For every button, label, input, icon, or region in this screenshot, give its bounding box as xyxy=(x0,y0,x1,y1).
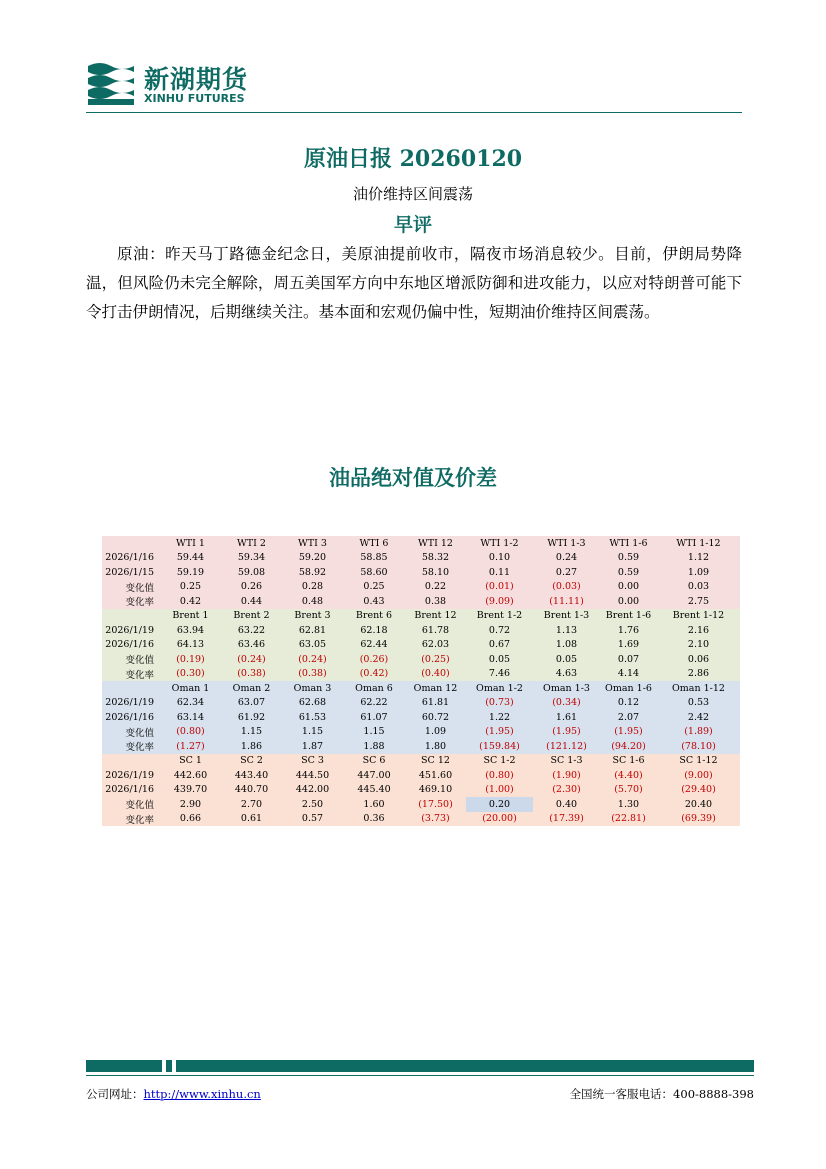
table-row xyxy=(102,710,740,725)
value-cell: 1.08 xyxy=(533,638,600,653)
column-header-cell: Brent 1 xyxy=(160,609,221,624)
value-cell: 63.05 xyxy=(282,638,343,653)
table-row xyxy=(102,580,740,595)
value-cell: (29.40) xyxy=(657,783,740,798)
column-header-cell: WTI 1 xyxy=(160,536,221,551)
value-cell: 2.70 xyxy=(221,797,282,812)
value-cell: (0.34) xyxy=(533,696,600,711)
value-cell: 1.87 xyxy=(282,739,343,754)
footer-website xyxy=(86,1086,261,1102)
value-cell: (5.70) xyxy=(600,783,657,798)
value-cell: 7.46 xyxy=(466,667,533,682)
value-cell: 1.15 xyxy=(343,725,405,740)
value-cell: (1.90) xyxy=(533,768,600,783)
value-cell: (9.00) xyxy=(657,768,740,783)
table-row xyxy=(102,812,740,827)
table-row xyxy=(102,623,740,638)
value-cell: 63.94 xyxy=(160,623,221,638)
value-cell: (0.19) xyxy=(160,652,221,667)
value-cell: 0.48 xyxy=(282,594,343,609)
row-label-cell: 2026/1/15 xyxy=(102,565,160,580)
table-row xyxy=(102,667,740,682)
website-link[interactable]: http://www.xinhu.cn xyxy=(143,1087,261,1101)
value-cell: 0.25 xyxy=(160,580,221,595)
value-cell: 0.59 xyxy=(600,551,657,566)
value-cell: 0.40 xyxy=(533,797,600,812)
value-cell: 0.12 xyxy=(600,696,657,711)
row-label-cell: 变化率 xyxy=(102,667,160,682)
commentary-paragraph: 原油：昨天马丁路德金纪念日，美原油提前收市，隔夜市场消息较少。目前，伊朗局势降温，但风险仍未完全解除，周五美国军方向中东地区增派防御和进攻能力，以应对特朗普可能下令打击伊朗情况，后期继续关注。基本面和宏观仍偏中性，短期油价维持区间震荡。 xyxy=(86,245,742,321)
value-cell: 0.66 xyxy=(160,812,221,827)
value-cell: (1.95) xyxy=(600,725,657,740)
column-header-cell: WTI 1-6 xyxy=(600,536,657,551)
value-cell: (1.89) xyxy=(657,725,740,740)
column-header-cell: Oman 1-6 xyxy=(600,681,657,696)
column-header-cell: Oman 2 xyxy=(221,681,282,696)
value-cell: 62.22 xyxy=(343,696,405,711)
value-cell: 0.10 xyxy=(466,551,533,566)
report-subtitle: 油价维持区间震荡 xyxy=(352,185,473,203)
value-cell: 62.68 xyxy=(282,696,343,711)
xinhu-wave-logo-icon xyxy=(86,58,136,106)
value-cell: (121.12) xyxy=(533,739,600,754)
value-cell: 2.16 xyxy=(657,623,740,638)
value-cell: 61.78 xyxy=(405,623,466,638)
value-cell: 58.92 xyxy=(282,565,343,580)
value-cell: 447.00 xyxy=(343,768,405,783)
row-label-cell: 2026/1/16 xyxy=(102,551,160,566)
value-cell: 63.46 xyxy=(221,638,282,653)
table-row xyxy=(102,725,740,740)
row-label-cell: 变化值 xyxy=(102,797,160,812)
value-cell: 469.10 xyxy=(405,783,466,798)
value-cell: 4.63 xyxy=(533,667,600,682)
row-label-cell: 变化率 xyxy=(102,739,160,754)
column-header-cell: Oman 1 xyxy=(160,681,221,696)
value-cell: 0.24 xyxy=(533,551,600,566)
value-cell: (1.95) xyxy=(533,725,600,740)
value-cell: 439.70 xyxy=(160,783,221,798)
column-header-cell: Oman 3 xyxy=(282,681,343,696)
value-cell: (94.20) xyxy=(600,739,657,754)
value-cell: (0.03) xyxy=(533,580,600,595)
value-cell: 1.88 xyxy=(343,739,405,754)
value-cell: 58.60 xyxy=(343,565,405,580)
footer-bar xyxy=(86,1060,754,1072)
value-cell: (9.09) xyxy=(466,594,533,609)
value-cell: (159.84) xyxy=(466,739,533,754)
value-cell: 59.19 xyxy=(160,565,221,580)
value-cell: 59.20 xyxy=(282,551,343,566)
value-cell: 0.38 xyxy=(405,594,466,609)
value-cell: (0.26) xyxy=(343,652,405,667)
value-cell: 0.27 xyxy=(533,565,600,580)
value-cell: 0.36 xyxy=(343,812,405,827)
value-cell: 2.10 xyxy=(657,638,740,653)
value-cell: 1.09 xyxy=(657,565,740,580)
value-cell: 64.13 xyxy=(160,638,221,653)
row-label-cell: 变化值 xyxy=(102,652,160,667)
value-cell: 0.28 xyxy=(282,580,343,595)
value-cell: (0.30) xyxy=(160,667,221,682)
table-row xyxy=(102,594,740,609)
value-cell: 0.05 xyxy=(466,652,533,667)
value-cell: 1.22 xyxy=(466,710,533,725)
column-header-cell: SC 1-12 xyxy=(657,754,740,769)
column-header-cell: Brent 3 xyxy=(282,609,343,624)
table-row xyxy=(102,652,740,667)
value-cell: 442.60 xyxy=(160,768,221,783)
column-header-cell: SC 12 xyxy=(405,754,466,769)
value-cell: (0.42) xyxy=(343,667,405,682)
column-header-cell: Brent 1-12 xyxy=(657,609,740,624)
value-cell: (3.73) xyxy=(405,812,466,827)
row-label-cell: 变化值 xyxy=(102,580,160,595)
value-cell: 59.44 xyxy=(160,551,221,566)
column-header-cell: SC 2 xyxy=(221,754,282,769)
value-cell: (0.80) xyxy=(466,768,533,783)
value-cell: 1.86 xyxy=(221,739,282,754)
row-label-cell: 2026/1/16 xyxy=(102,783,160,798)
table-row xyxy=(102,739,740,754)
value-cell: 63.07 xyxy=(221,696,282,711)
value-cell: 1.15 xyxy=(282,725,343,740)
value-cell: 0.72 xyxy=(466,623,533,638)
value-cell: 2.42 xyxy=(657,710,740,725)
value-cell: 0.59 xyxy=(600,565,657,580)
value-cell: 4.14 xyxy=(600,667,657,682)
oil-price-spread-table xyxy=(102,536,740,826)
value-cell: 61.53 xyxy=(282,710,343,725)
value-cell: 0.43 xyxy=(343,594,405,609)
value-cell: 0.53 xyxy=(657,696,740,711)
row-label-cell xyxy=(102,681,160,696)
value-cell: (0.24) xyxy=(282,652,343,667)
table-header-row xyxy=(102,754,740,769)
row-label-cell: 变化值 xyxy=(102,725,160,740)
row-label-cell: 变化率 xyxy=(102,812,160,827)
table-row xyxy=(102,696,740,711)
value-cell: 0.61 xyxy=(221,812,282,827)
column-header-cell: SC 1-6 xyxy=(600,754,657,769)
value-cell: 2.50 xyxy=(282,797,343,812)
value-cell: (11.11) xyxy=(533,594,600,609)
value-cell: 61.92 xyxy=(221,710,282,725)
value-cell: 442.00 xyxy=(282,783,343,798)
value-cell: 63.22 xyxy=(221,623,282,638)
table-row xyxy=(102,768,740,783)
header-divider xyxy=(86,112,742,113)
website-label: 公司网址： xyxy=(86,1087,144,1101)
value-cell: (0.01) xyxy=(466,580,533,595)
column-header-cell: Oman 6 xyxy=(343,681,405,696)
value-cell: 0.11 xyxy=(466,565,533,580)
column-header-cell: Brent 6 xyxy=(343,609,405,624)
row-label-cell xyxy=(102,609,160,624)
value-cell: 1.15 xyxy=(221,725,282,740)
section-heading-oil-prices: 油品绝对值及价差 xyxy=(329,465,497,490)
value-cell: 0.00 xyxy=(600,594,657,609)
value-cell: 0.57 xyxy=(282,812,343,827)
company-logo xyxy=(86,58,256,108)
column-header-cell: SC 1 xyxy=(160,754,221,769)
value-cell: 58.32 xyxy=(405,551,466,566)
value-cell: (69.39) xyxy=(657,812,740,827)
value-cell: (17.39) xyxy=(533,812,600,827)
value-cell: 2.90 xyxy=(160,797,221,812)
value-cell: 62.81 xyxy=(282,623,343,638)
value-cell: 444.50 xyxy=(282,768,343,783)
column-header-cell: Oman 1-2 xyxy=(466,681,533,696)
value-cell: (0.25) xyxy=(405,652,466,667)
value-cell: 1.30 xyxy=(600,797,657,812)
value-cell: 2.07 xyxy=(600,710,657,725)
column-header-cell: WTI 6 xyxy=(343,536,405,551)
value-cell: 445.40 xyxy=(343,783,405,798)
column-header-cell: WTI 3 xyxy=(282,536,343,551)
value-cell: 62.44 xyxy=(343,638,405,653)
value-cell: 0.22 xyxy=(405,580,466,595)
section-heading-morning-review: 早评 xyxy=(393,214,432,236)
value-cell: 451.60 xyxy=(405,768,466,783)
column-header-cell: Brent 1-3 xyxy=(533,609,600,624)
value-cell: (0.24) xyxy=(221,652,282,667)
column-header-cell: WTI 1-12 xyxy=(657,536,740,551)
footer-divider xyxy=(86,1075,754,1076)
column-header-cell: SC 1-3 xyxy=(533,754,600,769)
value-cell: 59.34 xyxy=(221,551,282,566)
column-header-cell: SC 6 xyxy=(343,754,405,769)
value-cell: (22.81) xyxy=(600,812,657,827)
value-cell: 61.81 xyxy=(405,696,466,711)
value-cell: 0.42 xyxy=(160,594,221,609)
value-cell: 1.13 xyxy=(533,623,600,638)
value-cell: 63.14 xyxy=(160,710,221,725)
report-title: 原油日报 20260120 xyxy=(303,146,523,172)
value-cell: 0.05 xyxy=(533,652,600,667)
value-cell: (0.38) xyxy=(282,667,343,682)
value-cell: (78.10) xyxy=(657,739,740,754)
value-cell: 0.06 xyxy=(657,652,740,667)
column-header-cell: WTI 2 xyxy=(221,536,282,551)
value-cell: (1.27) xyxy=(160,739,221,754)
table-header-row xyxy=(102,609,740,624)
table-row xyxy=(102,638,740,653)
column-header-cell: SC 3 xyxy=(282,754,343,769)
value-cell: 62.34 xyxy=(160,696,221,711)
row-label-cell xyxy=(102,754,160,769)
value-cell: 0.44 xyxy=(221,594,282,609)
row-label-cell: 2026/1/19 xyxy=(102,623,160,638)
column-header-cell: Oman 1-3 xyxy=(533,681,600,696)
value-cell: 0.26 xyxy=(221,580,282,595)
table-header-row xyxy=(102,536,740,551)
footer-hotline: 全国统一客服电话：400-8888-398 xyxy=(569,1087,754,1101)
column-header-cell: Oman 1-12 xyxy=(657,681,740,696)
value-cell: (0.73) xyxy=(466,696,533,711)
value-cell: 1.80 xyxy=(405,739,466,754)
row-label-cell: 2026/1/19 xyxy=(102,768,160,783)
column-header-cell: SC 1-2 xyxy=(466,754,533,769)
logo-en-text: XINHU FUTURES xyxy=(144,92,245,105)
value-cell: 0.25 xyxy=(343,580,405,595)
value-cell: 20.40 xyxy=(657,797,740,812)
table-row xyxy=(102,797,740,812)
value-cell: (20.00) xyxy=(466,812,533,827)
column-header-cell: WTI 12 xyxy=(405,536,466,551)
value-cell: (1.00) xyxy=(466,783,533,798)
value-cell: 62.03 xyxy=(405,638,466,653)
value-cell: 0.00 xyxy=(600,580,657,595)
value-cell: 0.07 xyxy=(600,652,657,667)
value-cell: 440.70 xyxy=(221,783,282,798)
row-label-cell xyxy=(102,536,160,551)
value-cell: (1.95) xyxy=(466,725,533,740)
value-cell: 2.75 xyxy=(657,594,740,609)
value-cell: 1.76 xyxy=(600,623,657,638)
value-cell: 0.67 xyxy=(466,638,533,653)
value-cell: (17.50) xyxy=(405,797,466,812)
table-row xyxy=(102,783,740,798)
column-header-cell: Brent 1-6 xyxy=(600,609,657,624)
column-header-cell: Brent 12 xyxy=(405,609,466,624)
value-cell: 2.86 xyxy=(657,667,740,682)
value-cell: 59.08 xyxy=(221,565,282,580)
logo-cn-text: 新湖期货 xyxy=(144,65,249,94)
table-header-row xyxy=(102,681,740,696)
value-cell: 61.07 xyxy=(343,710,405,725)
value-cell: 0.20 xyxy=(466,797,533,812)
value-cell: 58.85 xyxy=(343,551,405,566)
row-label-cell: 2026/1/16 xyxy=(102,638,160,653)
value-cell: (0.38) xyxy=(221,667,282,682)
value-cell: 60.72 xyxy=(405,710,466,725)
row-label-cell: 变化率 xyxy=(102,594,160,609)
table-row xyxy=(102,551,740,566)
value-cell: 1.61 xyxy=(533,710,600,725)
value-cell: (0.40) xyxy=(405,667,466,682)
value-cell: (0.80) xyxy=(160,725,221,740)
value-cell: 1.09 xyxy=(405,725,466,740)
value-cell: 1.12 xyxy=(657,551,740,566)
row-label-cell: 2026/1/16 xyxy=(102,710,160,725)
row-label-cell: 2026/1/19 xyxy=(102,696,160,711)
value-cell: 1.60 xyxy=(343,797,405,812)
table-row xyxy=(102,565,740,580)
column-header-cell: Brent 2 xyxy=(221,609,282,624)
value-cell: 58.10 xyxy=(405,565,466,580)
column-header-cell: Oman 12 xyxy=(405,681,466,696)
value-cell: (4.40) xyxy=(600,768,657,783)
value-cell: 443.40 xyxy=(221,768,282,783)
value-cell: (2.30) xyxy=(533,783,600,798)
column-header-cell: Brent 1-2 xyxy=(466,609,533,624)
value-cell: 1.69 xyxy=(600,638,657,653)
column-header-cell: WTI 1-3 xyxy=(533,536,600,551)
value-cell: 0.03 xyxy=(657,580,740,595)
value-cell: 62.18 xyxy=(343,623,405,638)
column-header-cell: WTI 1-2 xyxy=(466,536,533,551)
